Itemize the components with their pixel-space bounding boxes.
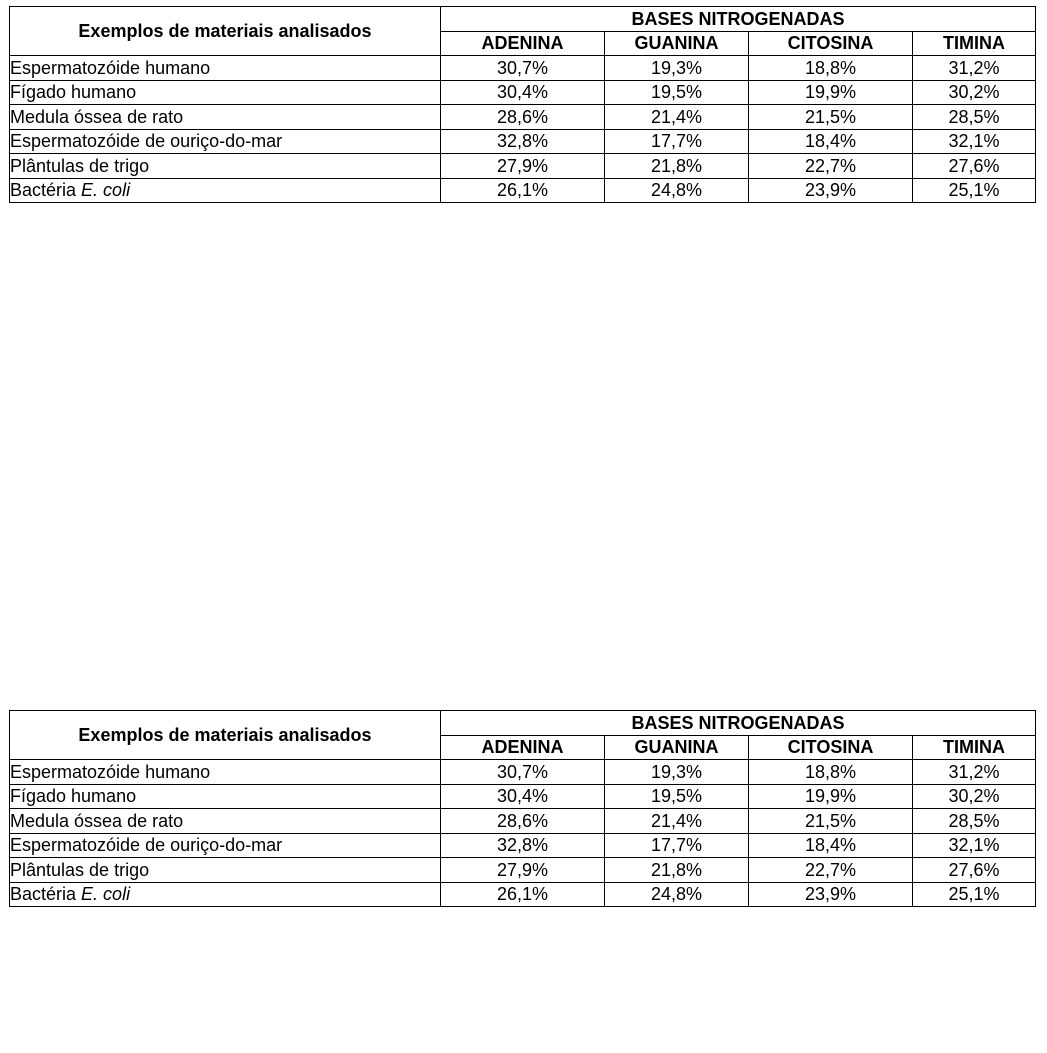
base-header-adenina: ADENINA: [441, 31, 605, 56]
material-column-header: Exemplos de materiais analisados: [10, 711, 441, 760]
value-cell-adenina: 28,6%: [441, 809, 605, 834]
value-cell-guanina: 21,8%: [605, 858, 749, 883]
material-cell: Medula óssea de rato: [10, 105, 441, 130]
table-row: [10, 178, 1036, 203]
table-row: [10, 129, 1036, 154]
value-cell-citosina: 21,5%: [749, 105, 913, 130]
value-cell-timina: 31,2%: [913, 56, 1036, 81]
table-row: [10, 833, 1036, 858]
value-cell-timina: 32,1%: [913, 833, 1036, 858]
material-cell: Fígado humano: [10, 80, 441, 105]
base-header-guanina: GUANINA: [605, 31, 749, 56]
material-cell: Espermatozóide humano: [10, 760, 441, 785]
value-cell-adenina: 30,4%: [441, 784, 605, 809]
value-cell-guanina: 24,8%: [605, 178, 749, 203]
value-cell-adenina: 26,1%: [441, 178, 605, 203]
value-cell-adenina: 32,8%: [441, 129, 605, 154]
material-cell: Espermatozóide de ouriço-do-mar: [10, 129, 441, 154]
bases-group-header: BASES NITROGENADAS: [441, 7, 1036, 32]
value-cell-citosina: 22,7%: [749, 154, 913, 179]
table-row: [10, 858, 1036, 883]
value-cell-timina: 30,2%: [913, 80, 1036, 105]
value-cell-citosina: 21,5%: [749, 809, 913, 834]
nitrogen-bases-table-bottom: [9, 710, 1035, 907]
value-cell-guanina: 19,3%: [605, 56, 749, 81]
table-row: [10, 80, 1036, 105]
material-cell: [10, 178, 441, 203]
value-cell-timina: 31,2%: [913, 760, 1036, 785]
base-header-adenina: ADENINA: [441, 735, 605, 760]
material-label: Bactéria: [10, 884, 82, 905]
table-row: [10, 154, 1036, 179]
header-row-group: [10, 711, 1036, 736]
material-cell: Plântulas de trigo: [10, 858, 441, 883]
material-cell: [10, 882, 441, 907]
table-row: [10, 809, 1036, 834]
nitrogen-bases-table-top: [9, 6, 1035, 203]
value-cell-guanina: 24,8%: [605, 882, 749, 907]
value-cell-guanina: 19,3%: [605, 760, 749, 785]
value-cell-citosina: 18,8%: [749, 760, 913, 785]
value-cell-adenina: 27,9%: [441, 154, 605, 179]
value-cell-guanina: 21,4%: [605, 809, 749, 834]
value-cell-citosina: 22,7%: [749, 858, 913, 883]
value-cell-timina: 25,1%: [913, 882, 1036, 907]
value-cell-adenina: 28,6%: [441, 105, 605, 130]
material-cell: Plântulas de trigo: [10, 154, 441, 179]
material-cell: Espermatozóide de ouriço-do-mar: [10, 833, 441, 858]
table-row: [10, 105, 1036, 130]
material-cell: Fígado humano: [10, 784, 441, 809]
value-cell-timina: 30,2%: [913, 784, 1036, 809]
value-cell-citosina: 23,9%: [749, 882, 913, 907]
value-cell-timina: 27,6%: [913, 154, 1036, 179]
table-row: [10, 56, 1036, 81]
value-cell-citosina: 19,9%: [749, 80, 913, 105]
species-name: E. coli: [81, 884, 131, 905]
material-column-header: Exemplos de materiais analisados: [10, 7, 441, 56]
value-cell-timina: 32,1%: [913, 129, 1036, 154]
value-cell-citosina: 23,9%: [749, 178, 913, 203]
base-header-citosina: CITOSINA: [749, 735, 913, 760]
value-cell-adenina: 27,9%: [441, 858, 605, 883]
value-cell-citosina: 18,8%: [749, 56, 913, 81]
value-cell-adenina: 30,7%: [441, 56, 605, 81]
base-header-timina: TIMINA: [913, 31, 1036, 56]
value-cell-timina: 25,1%: [913, 178, 1036, 203]
data-table: [9, 710, 1036, 907]
value-cell-guanina: 17,7%: [605, 833, 749, 858]
value-cell-citosina: 19,9%: [749, 784, 913, 809]
value-cell-citosina: 18,4%: [749, 129, 913, 154]
material-cell: Espermatozóide humano: [10, 56, 441, 81]
value-cell-guanina: 19,5%: [605, 80, 749, 105]
table-row: [10, 760, 1036, 785]
material-label: Bactéria: [10, 180, 82, 201]
species-name: E. coli: [81, 180, 131, 201]
value-cell-guanina: 21,8%: [605, 154, 749, 179]
value-cell-adenina: 32,8%: [441, 833, 605, 858]
value-cell-adenina: 30,7%: [441, 760, 605, 785]
value-cell-adenina: 26,1%: [441, 882, 605, 907]
bases-group-header: BASES NITROGENADAS: [441, 711, 1036, 736]
value-cell-guanina: 19,5%: [605, 784, 749, 809]
data-table: [9, 6, 1036, 203]
value-cell-guanina: 17,7%: [605, 129, 749, 154]
value-cell-timina: 27,6%: [913, 858, 1036, 883]
value-cell-citosina: 18,4%: [749, 833, 913, 858]
value-cell-adenina: 30,4%: [441, 80, 605, 105]
base-header-citosina: CITOSINA: [749, 31, 913, 56]
material-cell: Medula óssea de rato: [10, 809, 441, 834]
table-row: [10, 784, 1036, 809]
base-header-guanina: GUANINA: [605, 735, 749, 760]
table-row: [10, 882, 1036, 907]
header-row-group: [10, 7, 1036, 32]
value-cell-timina: 28,5%: [913, 105, 1036, 130]
value-cell-guanina: 21,4%: [605, 105, 749, 130]
value-cell-timina: 28,5%: [913, 809, 1036, 834]
base-header-timina: TIMINA: [913, 735, 1036, 760]
